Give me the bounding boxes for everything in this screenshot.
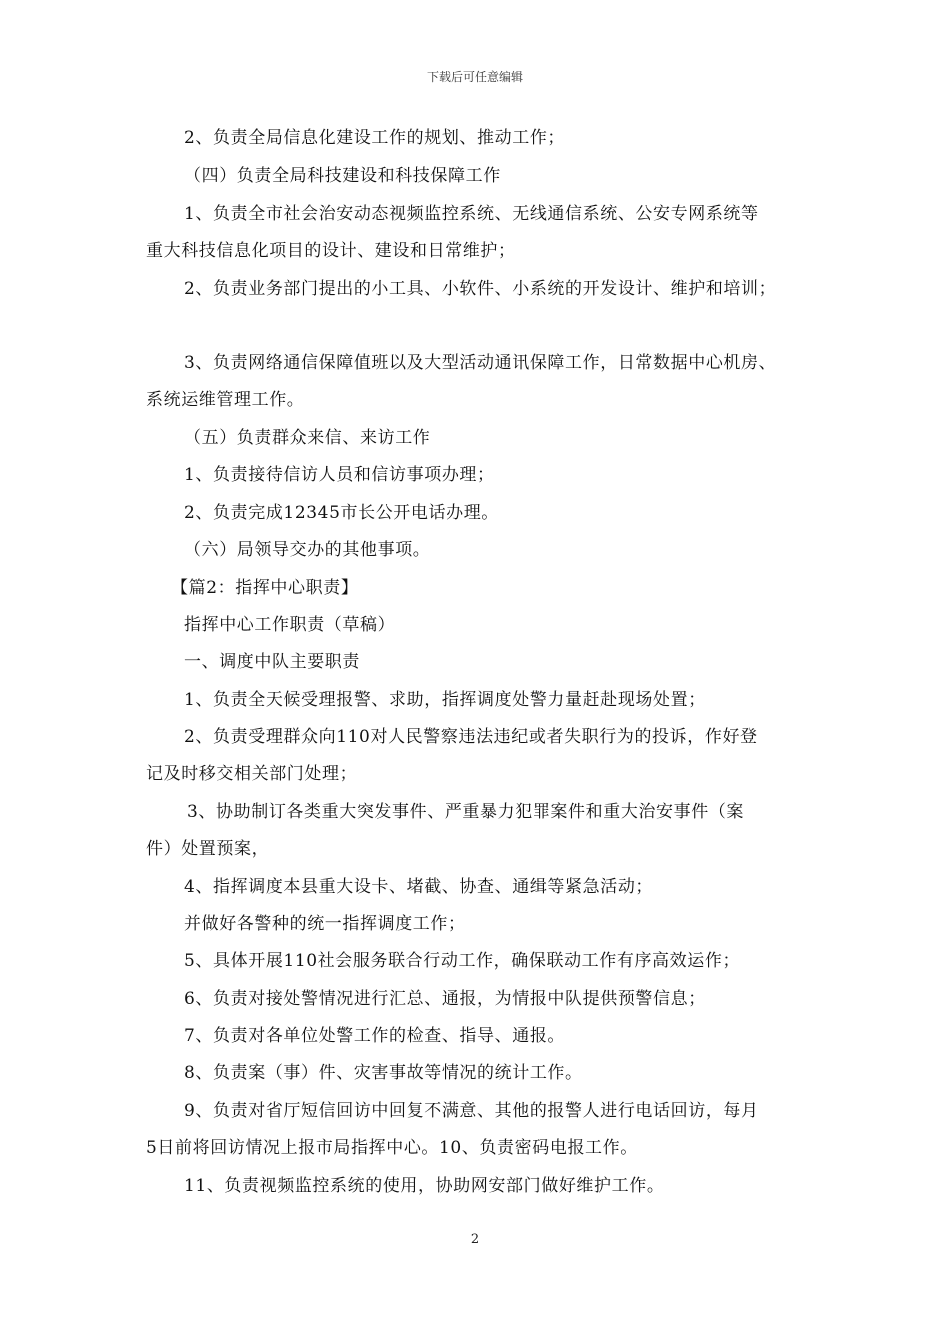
- page-header-note: 下载后可任意编辑: [426, 70, 523, 84]
- text-line: 2、负责完成12345市长公开电话办理。: [184, 503, 499, 523]
- text-line: 2、负责全局信息化建设工作的规划、推动工作；: [184, 128, 566, 148]
- text-line: 6、负责对接处警情况进行汇总、通报，为情报中队提供预警信息；: [184, 989, 706, 1009]
- text-line: 5日前将回访情况上报市局指挥中心。10、负责密码电报工作。: [146, 1138, 638, 1158]
- text-line: （五）负责群众来信、来访工作: [184, 428, 431, 448]
- text-line: 一、调度中队主要职责: [184, 652, 360, 672]
- text-line: 2、负责业务部门提出的小工具、小软件、小系统的开发设计、维护和培训；: [184, 279, 777, 299]
- text-line: （四）负责全局科技建设和科技保障工作: [184, 166, 501, 186]
- text-line: 11、负责视频监控系统的使用，协助网安部门做好维护工作。: [184, 1176, 665, 1196]
- page-number: 2: [470, 1232, 480, 1247]
- text-line: 3、协助制订各类重大突发事件、严重暴力犯罪案件和重大治安事件（案: [187, 802, 745, 822]
- text-line: 7、负责对各单位处警工作的检查、指导、通报。: [184, 1026, 566, 1046]
- text-line: 3、负责网络通信保障值班以及大型活动通讯保障工作，日常数据中心机房、: [184, 353, 777, 373]
- text-line: 9、负责对省厅短信回访中回复不满意、其他的报警人进行电话回访，每月: [184, 1101, 759, 1121]
- text-line: 5、具体开展110社会服务联合行动工作，确保联动工作有序高效运作；: [184, 951, 741, 971]
- text-line: 1、负责接待信访人员和信访事项办理；: [184, 465, 495, 485]
- text-line: 记及时移交相关部门处理；: [146, 764, 358, 784]
- text-line: （六）局领导交办的其他事项。: [184, 540, 431, 560]
- text-line: 2、负责受理群众向110对人民警察违法违纪或者失职行为的投诉，作好登: [184, 727, 758, 747]
- text-line: 重大科技信息化项目的设计、建设和日常维护；: [146, 241, 516, 261]
- section-heading: 【篇2：指挥中心职责】: [171, 578, 359, 598]
- text-line: 件）处置预案，: [146, 839, 270, 859]
- text-line: 1、负责全天候受理报警、求助，指挥调度处警力量赶赴现场处置；: [184, 690, 706, 710]
- text-line: 4、指挥调度本县重大设卡、堵截、协查、通缉等紧急活动；: [184, 877, 654, 897]
- text-line: 指挥中心工作职责（草稿）: [184, 615, 396, 635]
- text-line: 8、负责案（事）件、灾害事故等情况的统计工作。: [184, 1063, 583, 1083]
- text-line: 并做好各警种的统一指挥调度工作；: [184, 914, 466, 934]
- text-line: 系统运维管理工作。: [146, 390, 305, 410]
- text-line: 1、负责全市社会治安动态视频监控系统、无线通信系统、公安专网系统等: [184, 204, 759, 224]
